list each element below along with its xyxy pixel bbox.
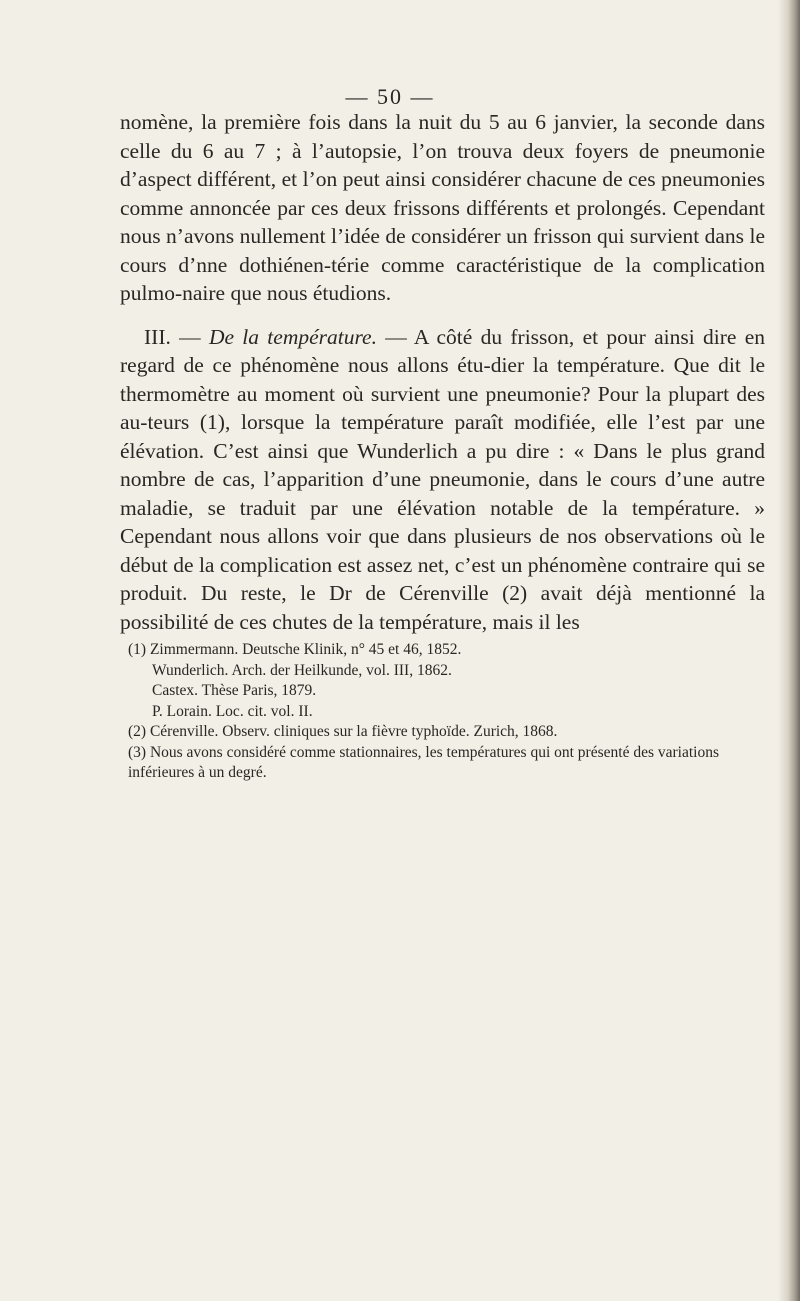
- page-number: — 50 —: [345, 84, 435, 109]
- section-number: III. —: [144, 324, 209, 349]
- paragraph-2: [120, 323, 765, 637]
- footnote-3: (3) Nous avons considéré comme stationnaires, les températures qui ont présenté des variations inférieures à un degré.: [128, 743, 719, 781]
- footnote-1: (1) Zimmermann. Deutsche Klinik, n° 45 et 46, 1852.: [128, 641, 462, 658]
- footnotes: [128, 640, 763, 784]
- footnote-1-line-4: P. Lorain. Loc. cit. vol. II.: [152, 702, 313, 720]
- footnote-2: (2) Cérenville. Observ. cliniques sur la fièvre typhoïde. Zurich, 1868.: [128, 723, 558, 740]
- footnote-1-line-3: Castex. Thèse Paris, 1879.: [152, 682, 317, 699]
- footnote-1-line-2: Wunderlich. Arch. der Heilkunde, vol. III, 1862.: [152, 661, 452, 679]
- section-heading: De la température.: [208, 324, 377, 349]
- paragraph-1: nomène, la première fois dans la nuit du 5 au 6 janvier, la seconde dans celle du 6 au 7 ; à l’autopsie, l’on trouva deux foyers de pneumonie d’aspect différent, et l’on peut ainsi considérer chacune de ces pneumonies comme annoncée par ces deux frissons différents et prolongés. Cependant nous n’avons nullement l’idée de considérer un frisson qui survient dans le cours d’nne dothiénen-térie comme caractéristique de la complication pulmo-naire que nous étudions.: [120, 110, 765, 305]
- main-text: [120, 108, 765, 636]
- paragraph-2-body: — A côté du frisson, et pour ainsi dire en regard de ce phénomène nous allons étu-dier la température. Que dit le thermomètre au moment où survient une pneumonie? Pour la plupart des au-teurs (1), lorsque la température paraît modifiée, elle l’est par une élévation. C’est ainsi que Wunderlich a pu dire : « Dans le plus grand nombre de cas, l’apparition d’une pneumonie, dans le cours d’une autre maladie, se traduit par une élévation notable de la température. » Cependant nous allons voir que dans plusieurs de nos observations où le début de la complication est assez net, c’est un phénomène contraire qui se produit. Du reste, le Dr de Cérenville (2) avait déjà mentionné la possibilité de ces chutes de la température, mais il les: [120, 324, 765, 634]
- page-binding-edge: [778, 0, 800, 1301]
